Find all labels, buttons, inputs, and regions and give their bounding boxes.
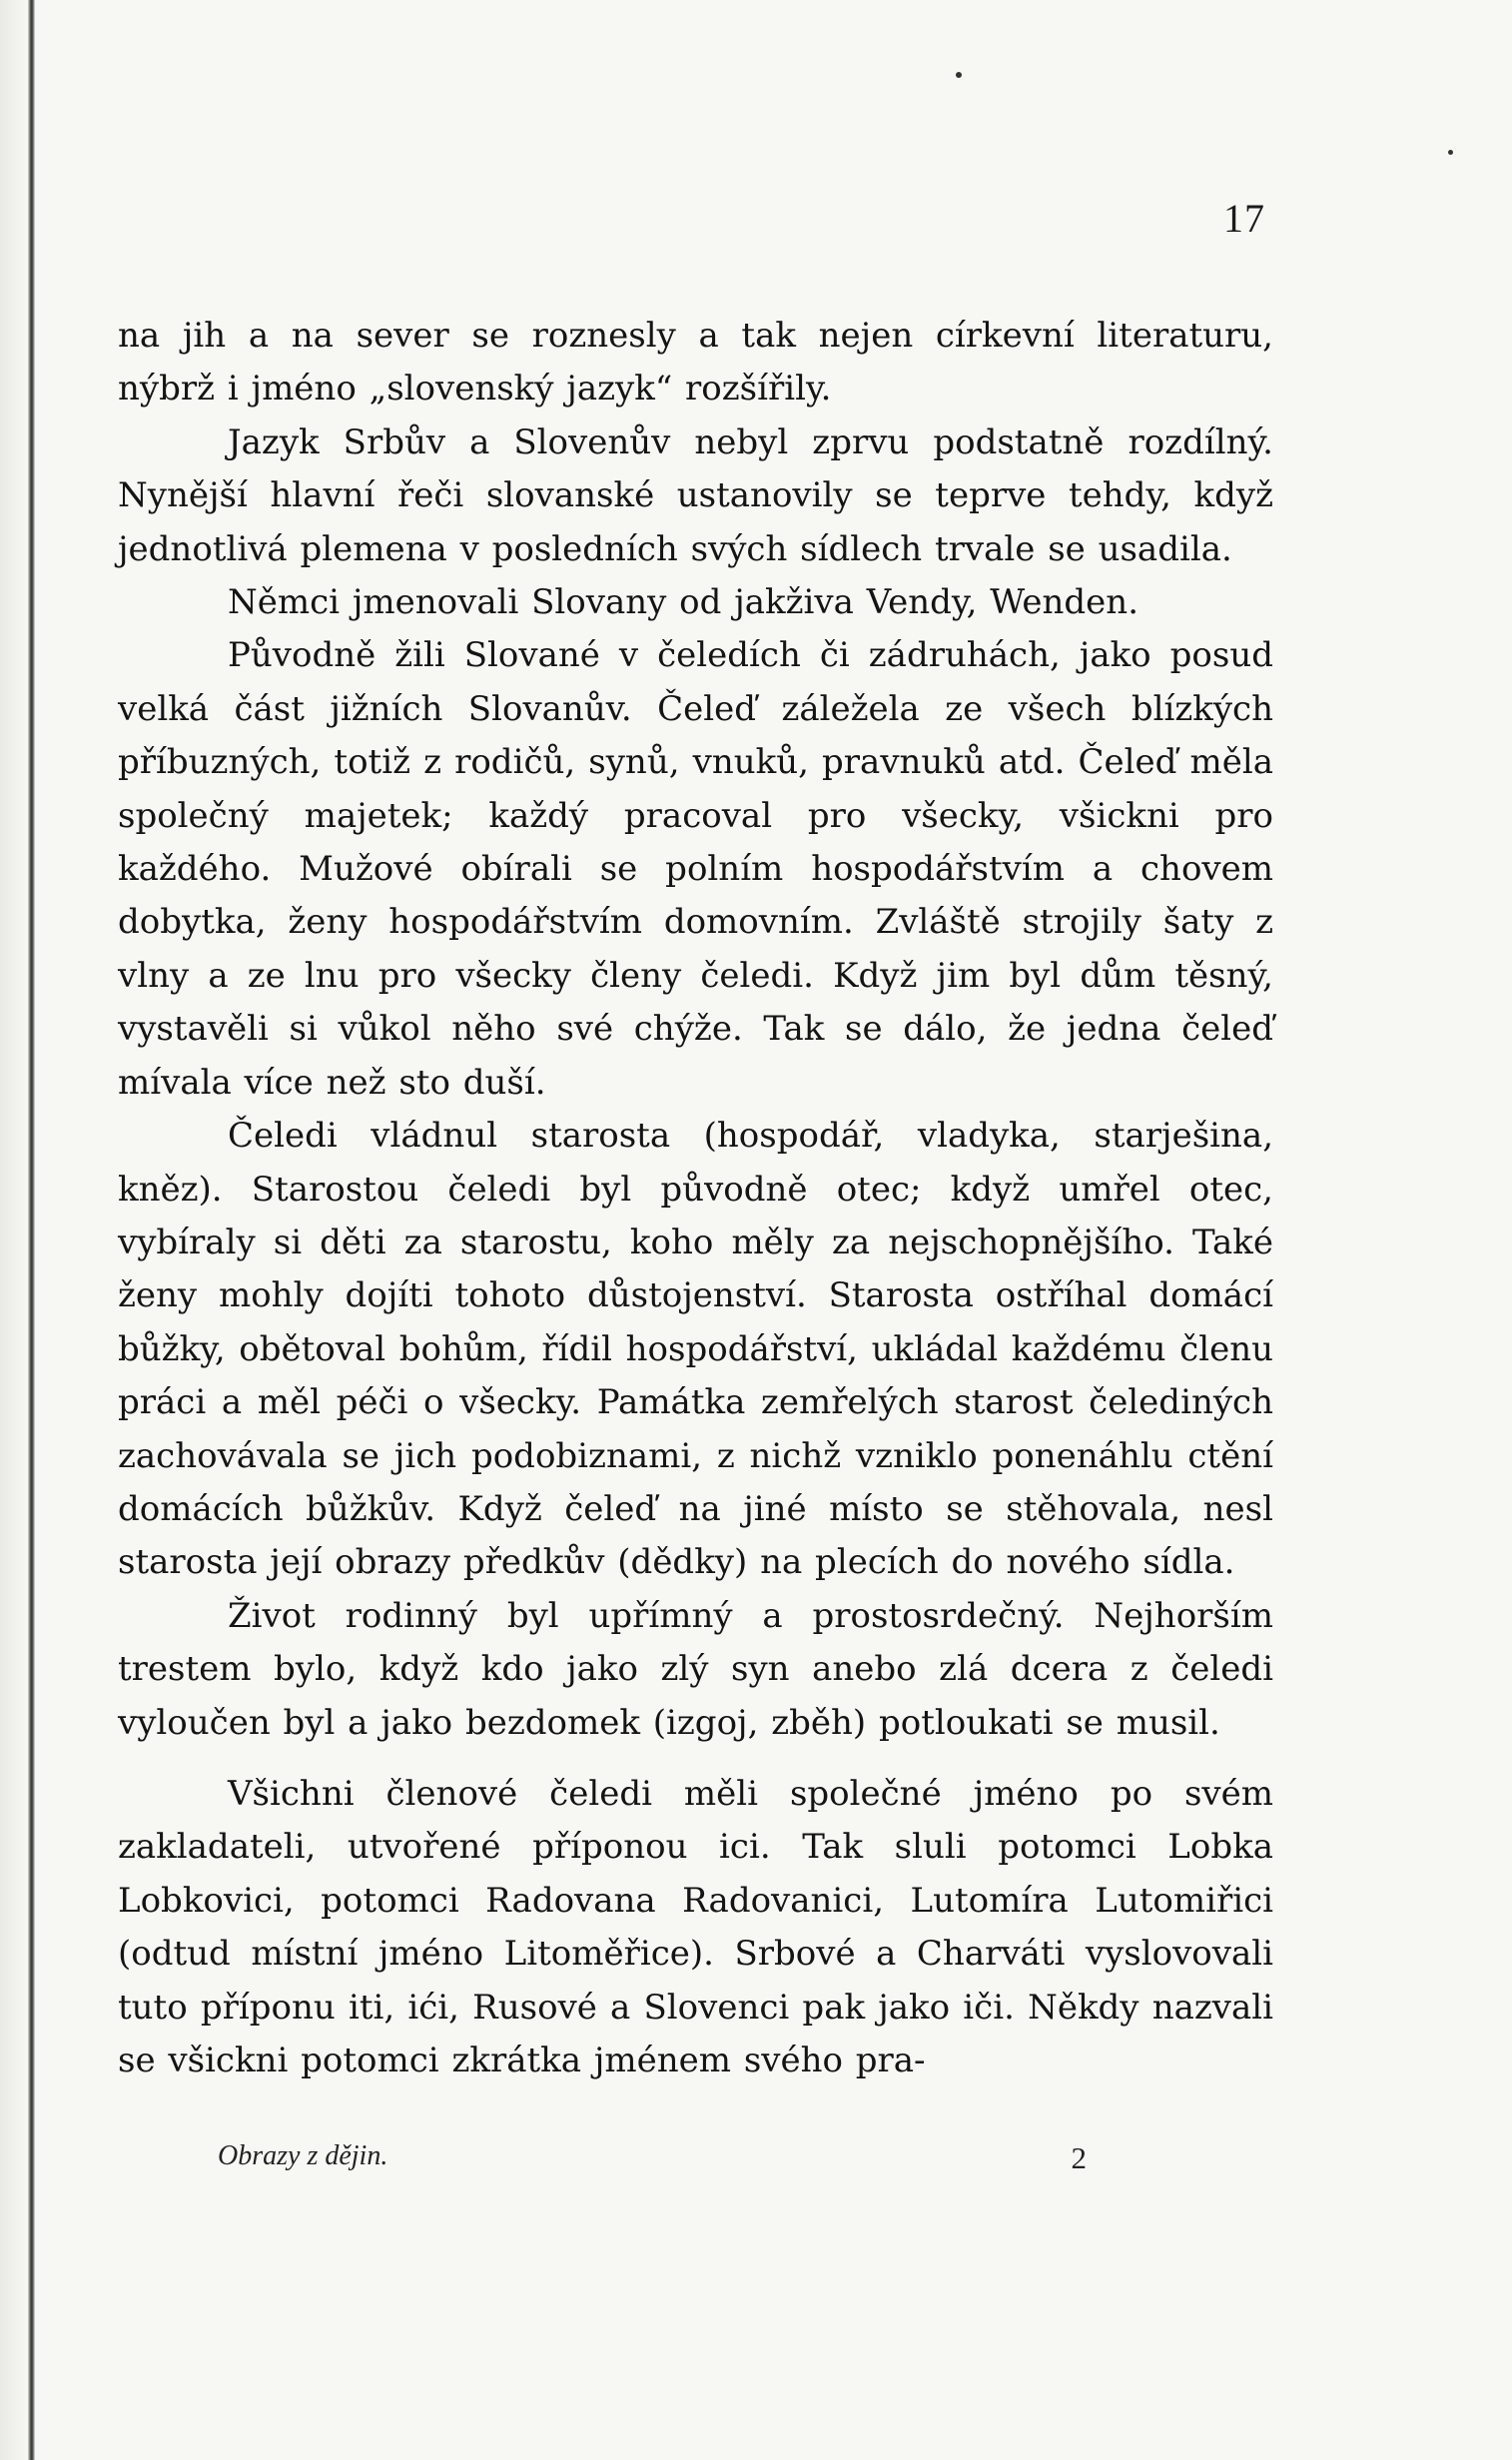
ink-speck: [1448, 150, 1453, 155]
page-footer: [218, 2140, 1087, 2190]
page-number: 17: [1223, 196, 1265, 241]
paragraph: Původně žili Slované v čeledích či zádruhách, jako posud velká část jižních Slovanův. Čeleď záležela ze všech blízkých příbuzných, totiž z rodičů, synů, vnuků, pravnuků atd. Čeleď měla společný majetek; každý pracoval pro všecky, všickni pro každého. Mužové obírali se polním hospodářstvím a chovem dobytka, ženy hospodářstvím domovním. Zvláště strojily šaty z vlny a ze lnu pro všecky členy čeledi. Když jim byl dům těsný, vystavěli si vůkol něho své chýže. Tak se dálo, že jedna čeleď mívala více než sto duší.: [118, 635, 1273, 1103]
paragraph-gap: [118, 1750, 1273, 1768]
body-text: [118, 310, 1273, 2087]
paragraph: Život rodinný byl upřímný a prostosrdečný. Nejhorším trestem bylo, když kdo jako zlý syn anebo zlá dcera z čeledi vyloučen byl a jako bezdomek (izgoj, zběh) potloukati se musil.: [118, 1595, 1273, 1743]
paragraph: na jih a na sever se roznesly a tak nejen církevní literaturu, nýbrž i jméno „slovenský jazyk“ rozšířily.: [118, 316, 1273, 410]
page-edge-shadow: [0, 0, 28, 2460]
footer-sheet-number: 2: [1071, 2140, 1087, 2175]
ink-speck: [956, 72, 962, 78]
footer-book-title: Obrazy z dějin.: [218, 2140, 388, 2171]
paragraph: Všichni členové čeledi měli společné jméno po svém zakladateli, utvořené příponou ici. Tak sluli potomci Lobka Lobkovici, potomci Radovana Radovanici, Lutomíra Lutomiřici (odtud místní jméno Litoměřice). Srbové a Charváti vyslovovali tuto příponu iti, ići, Rusové a Slovenci pak jako iči. Někdy nazvali se všickni potomci zkrátka jménem svého pra-: [118, 1773, 1273, 2080]
paragraph: Němci jmenovali Slovany od jakživa Vendy, Wenden.: [228, 582, 1139, 623]
paragraph: Jazyk Srbův a Slovenův nebyl zprvu podstatně rozdílný. Nynější hlavní řeči slovanské ustanovily se teprve tehdy, když jednotlivá plemena v posledních svých sídlech trvale se usadila.: [118, 421, 1273, 569]
binding-edge: [28, 0, 35, 2460]
paragraph: Čeledi vládnul starosta (hospodář, vladyka, starješina, kněz). Starostou čeledi byl původně otec; když umřel otec, vybíraly si děti za starostu, koho měly za nejschopnějšího. Také ženy mohly dojíti tohoto důstojenství. Starosta ostříhal domácí bůžky, obětoval bohům, řídil hospodářství, ukládal každému členu práci a měl péči o všecky. Památka zemřelých starost čelediných zachovávala se jich podobiznami, z nichž vzniklo ponenáhlu ctění domácích bůžkův. Když čeleď na jiné místo se stěhovala, nesl starosta její obrazy předkův (dědky) na plecích do nového sídla.: [118, 1116, 1273, 1583]
